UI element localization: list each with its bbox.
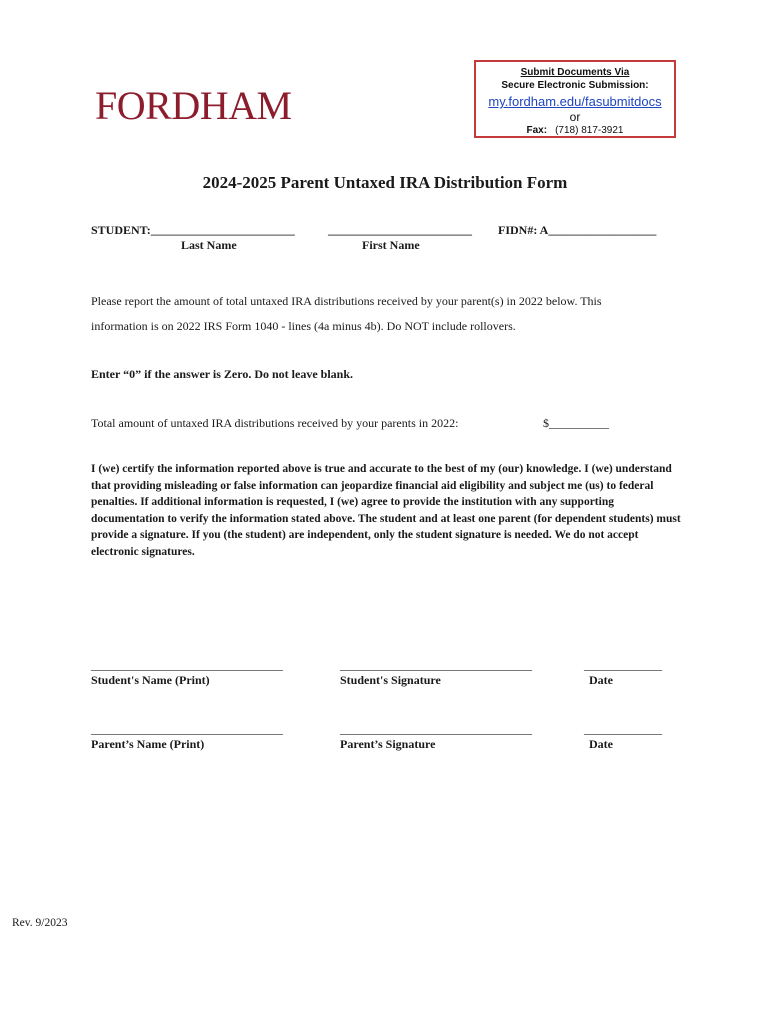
submit-docs-link[interactable]: my.fordham.edu/fasubmitdocs [488, 94, 662, 109]
student-date-line[interactable]: _____________ [584, 658, 662, 672]
fax-number: (718) 817-3921 [555, 125, 624, 136]
fax-label: Fax: [526, 125, 548, 136]
fax-line [476, 125, 674, 136]
student-signature-line[interactable]: ________________________________ [340, 658, 532, 672]
parent-date-caption: Date [589, 737, 613, 751]
student-name-line[interactable]: ________________________________ [91, 658, 283, 672]
zero-note: Enter “0” if the answer is Zero. Do not leave blank. [91, 367, 354, 381]
instructions-line-1: Please report the amount of total untaxed IRA distributions received by your parent(s) in 2022 below. This [91, 294, 602, 308]
submit-documents-box [474, 60, 676, 138]
student-date-caption: Date [589, 673, 613, 687]
parent-signature-line[interactable]: ________________________________ [340, 722, 532, 736]
form-title: 2024-2025 Parent Untaxed IRA Distribution Form [202, 173, 568, 192]
parent-name-caption: Parent’s Name (Print) [91, 737, 205, 751]
student-last-name-field[interactable]: STUDENT:________________________ [91, 223, 295, 237]
parent-name-line[interactable]: ________________________________ [91, 722, 283, 736]
last-name-caption: Last Name [181, 238, 237, 252]
certification-text: I (we) certify the information reported above is true and accurate to the best of my (our) knowledge. I (we) understand that providing misleading or false information can jeopardize financial aid eligibility and subject me (us) to federal penalties. If additional information is requested, I (we) agree to provide the institution with any supporting documentation to verify the information stated above. The student and at least one parent (for dependent students) must provide a signature. If you (the student) are independent, only the student signature is needed. We do not accept electronic signatures. [91, 463, 681, 558]
fidn-field[interactable]: FIDN#: A__________________ [498, 223, 657, 237]
submit-box-or: or [569, 110, 581, 124]
amount-label: Total amount of untaxed IRA distributions received by your parents in 2022: [91, 416, 459, 430]
student-first-name-field[interactable]: ________________________ [328, 223, 472, 237]
student-signature-caption: Student's Signature [340, 673, 441, 687]
submit-box-title: Submit Documents Via [520, 67, 630, 78]
parent-signature-caption: Parent’s Signature [340, 737, 436, 751]
revision-note: Rev. 9/2023 [12, 917, 68, 929]
first-name-caption: First Name [362, 238, 420, 252]
submit-box-subtitle: Secure Electronic Submission: [501, 80, 649, 91]
parent-date-line[interactable]: _____________ [584, 722, 662, 736]
fordham-logo: FORDHAM [95, 83, 292, 128]
amount-field[interactable]: $__________ [543, 416, 609, 430]
student-name-caption: Student's Name (Print) [91, 673, 210, 687]
instructions-line-2: information is on 2022 IRS Form 1040 - lines (4a minus 4b). Do NOT include rollovers. [91, 319, 516, 333]
